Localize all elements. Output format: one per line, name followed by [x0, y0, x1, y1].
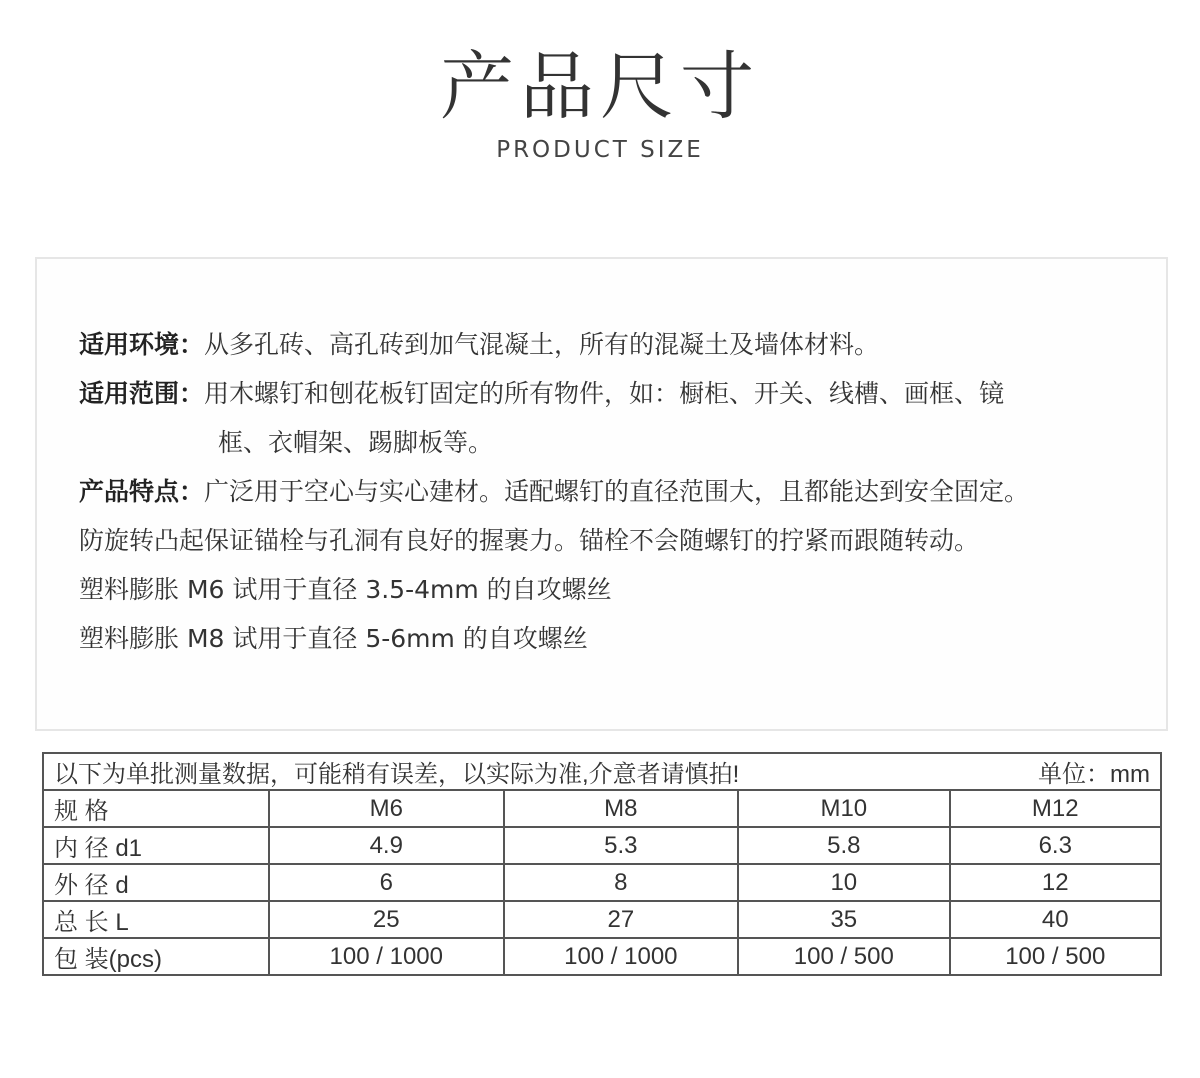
table-cell: 5.3 — [504, 827, 739, 864]
table-cell: 100 / 1000 — [269, 938, 504, 975]
feature-text: 广泛用于空心与实心建材。适配螺钉的直径范围大，且都能达到安全固定。 — [204, 477, 1030, 506]
table-note: 以下为单批测量数据，可能稍有误差，以实际为准,介意者请慎拍! — [54, 761, 740, 788]
page-title: 产品尺寸 — [440, 44, 760, 130]
environment-label: 适用环境： — [79, 330, 205, 359]
scope-label: 适用范围： — [79, 379, 205, 408]
scope-line — [79, 379, 1004, 409]
table-cell: 27 — [504, 901, 739, 938]
environment-line — [79, 330, 879, 360]
feature-text-continued: 防旋转凸起保证锚栓与孔洞有良好的握裹力。锚栓不会随螺钉的拧紧而跟随转动。 — [79, 526, 980, 555]
table-cell: 40 — [950, 901, 1161, 938]
table-row — [43, 864, 1161, 901]
table-cell: 6 — [269, 864, 504, 901]
table-row — [43, 901, 1161, 938]
m6-usage: 塑料膨胀 M6 试用于直径 3.5-4mm 的自攻螺丝 — [79, 575, 612, 604]
table-cell: 4.9 — [269, 827, 504, 864]
environment-text: 从多孔砖、高孔砖到加气混凝土，所有的混凝土及墙体材料。 — [204, 330, 880, 359]
table-cell: 8 — [504, 864, 739, 901]
table-cell: 25 — [269, 901, 504, 938]
table-cell: 100 / 500 — [738, 938, 949, 975]
table-cell: 100 / 1000 — [504, 938, 739, 975]
table-cell: M8 — [504, 790, 739, 827]
page-subtitle: PRODUCT SIZE — [496, 137, 704, 163]
row-header: 包 装(pcs) — [43, 938, 269, 975]
table-cell: 5.8 — [738, 827, 949, 864]
table-row — [43, 790, 1161, 827]
table-cell: M10 — [738, 790, 949, 827]
table-note-row — [43, 753, 1161, 790]
table-cell: 100 / 500 — [950, 938, 1161, 975]
table-unit: 单位：mm — [1038, 761, 1150, 788]
table-row — [43, 938, 1161, 975]
row-header: 规 格 — [43, 790, 269, 827]
scope-text: 用木螺钉和刨花板钉固定的所有物件，如：橱柜、开关、线槽、画框、镜 — [204, 379, 1005, 408]
row-header: 外 径 d — [43, 864, 269, 901]
feature-label: 产品特点： — [79, 477, 205, 506]
table-row — [43, 827, 1161, 864]
description-box — [35, 257, 1168, 731]
feature-line — [79, 477, 1029, 507]
size-table — [42, 752, 1162, 976]
row-header: 内 径 d1 — [43, 827, 269, 864]
table-cell: 10 — [738, 864, 949, 901]
scope-text-continued: 框、衣帽架、踢脚板等。 — [218, 428, 494, 457]
table-cell: 35 — [738, 901, 949, 938]
table-cell: 12 — [950, 864, 1161, 901]
table-cell: M12 — [950, 790, 1161, 827]
m8-usage: 塑料膨胀 M8 试用于直径 5-6mm 的自攻螺丝 — [79, 624, 588, 653]
table-cell: M6 — [269, 790, 504, 827]
row-header: 总 长 L — [43, 901, 269, 938]
table-cell: 6.3 — [950, 827, 1161, 864]
